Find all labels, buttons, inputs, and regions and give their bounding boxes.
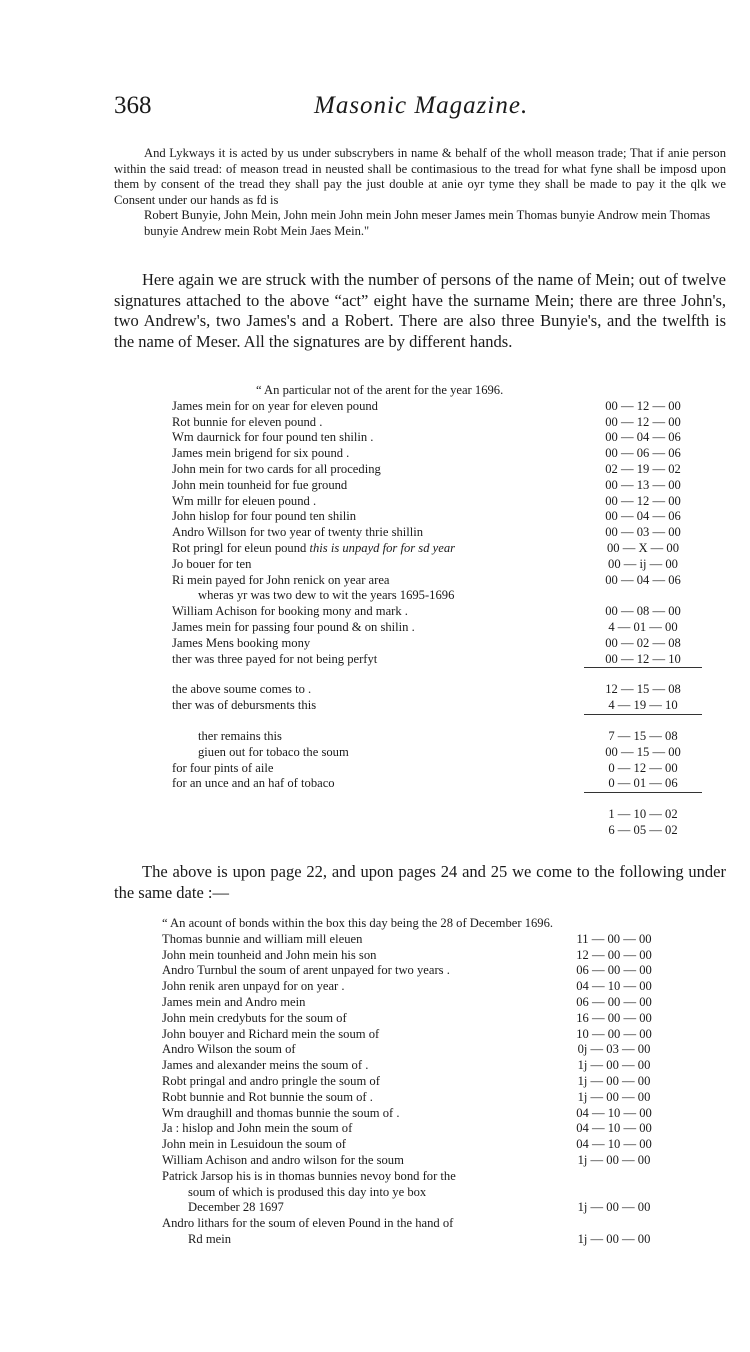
entry-description: Andro Wilson the soum of (162, 1042, 296, 1057)
entry-amount: 04 — 10 — 00 (576, 1121, 652, 1136)
running-title: Masonic Magazine. (314, 92, 529, 119)
entry-amount: 06 — 00 — 00 (576, 994, 652, 1009)
entry-amount: 04 — 10 — 00 (576, 1105, 652, 1120)
arent-summary-row (172, 682, 702, 698)
entry-description: Wm millr for eleuen pound . (172, 493, 317, 508)
arent-row (172, 509, 702, 525)
arent-row (172, 604, 702, 620)
entry-description: John bouyer and Richard mein the soum of (162, 1026, 380, 1041)
arent-row (172, 478, 702, 494)
entry-description: Thomas bunnie and william mill eleuen (162, 931, 363, 946)
entry-description: Wm daurnick for four pound ten shilin . (172, 430, 374, 445)
entry-description: Robt pringal and andro pringle the soum of (162, 1073, 380, 1088)
entry-amount: 00 — 12 — 10 (605, 651, 681, 666)
entry-amount: 00 — 12 — 00 (605, 414, 681, 429)
entry-amount: 1j — 00 — 00 (577, 1073, 651, 1088)
arent-row (172, 652, 702, 668)
entry-description: James Mens booking mony (172, 635, 311, 650)
entry-amount: 06 — 00 — 00 (576, 963, 652, 978)
entry-description: ther was of debursments this (172, 698, 317, 713)
bonds-row (162, 963, 672, 979)
entry-amount: 00 — 15 — 00 (605, 744, 681, 759)
entry-amount: 7 — 15 — 08 (608, 728, 678, 743)
arent-account-summary-1 (172, 682, 702, 714)
arent-row (172, 399, 702, 415)
arent-account-1696 (172, 383, 702, 839)
bonds-row (162, 1011, 672, 1027)
bonds-row (162, 1121, 672, 1137)
bonds-row (162, 1058, 672, 1074)
entry-description: John mein tounheid for fue ground (172, 477, 348, 492)
arent-summary-row (172, 729, 702, 745)
entry-description: Robt bunnie and Rot bunnie the soum of . (162, 1089, 373, 1104)
entry-description: ther remains this (198, 728, 282, 743)
bonds-account-rows (162, 932, 672, 1169)
bonds-account-patrick: Patrick Jarsop his is in thomas bunnies nevoy bond for the soum of which is prodused this day into ye box December 28 1697 (162, 1168, 456, 1215)
paragraph-signatures: Here again we are struck with the number of persons of the name of Mein; out of twelve signatures attached to the above “act” eight have the surname Mein; there are three John's, two Andrew's, two James's and a Robert. There are also three Bunyie's, and the twelfth is the name of Meser. All the signatures are by different hands. (114, 270, 726, 351)
entry-description: Andro Willson for two year of twenty thrie shillin (172, 525, 424, 540)
entry-amount: 00 — 03 — 00 (605, 525, 681, 540)
bonds-row (162, 1090, 672, 1106)
total-amount: 6 — 05 — 02 (608, 822, 678, 837)
arent-account-summary-2 (172, 729, 702, 792)
entry-description: John hislop for four pound ten shilin (172, 509, 356, 524)
bonds-account-andro-amount: 1j — 00 — 00 (577, 1231, 651, 1246)
entry-description: William Achison for booking mony and mark . (172, 604, 408, 619)
entry-description: Ri mein payed for John renick on year area (172, 572, 390, 587)
arent-row (172, 541, 702, 557)
bonds-row (162, 1106, 672, 1122)
entry-description: Wm draughill and thomas bunnie the soum of . (162, 1105, 400, 1120)
entry-amount: 10 — 00 — 00 (576, 1026, 652, 1041)
entry-amount: 1j — 00 — 00 (577, 1152, 651, 1167)
entry-description: John mein tounheid and John mein his son (162, 947, 377, 962)
total-amount: 1 — 10 — 02 (608, 807, 678, 822)
entry-description: John mein in Lesuidoun the soum of (162, 1137, 346, 1152)
entry-description: John mein credybuts for the soum of (162, 1010, 347, 1025)
arent-account-heading: “ An particular not of the arent for the year 1696. (256, 383, 504, 397)
arent-total-row (172, 807, 702, 823)
entry-amount: 16 — 00 — 00 (576, 1010, 652, 1025)
entry-description: James and alexander meins the soum of . (162, 1058, 369, 1073)
entry-amount: 1j — 00 — 00 (577, 1089, 651, 1104)
arent-account-totals (172, 807, 702, 839)
entry-description: the above soume comes to . (172, 682, 312, 697)
entry-description: Jo bouer for ten (172, 556, 252, 571)
entry-amount: 00 — ij — 00 (608, 556, 678, 571)
arent-row (172, 494, 702, 510)
entry-amount: 00 — 06 — 06 (605, 446, 681, 461)
arent-row (172, 636, 702, 652)
entry-amount: 00 — 12 — 00 (605, 493, 681, 508)
bonds-row (162, 979, 672, 995)
bonds-account-andro: Andro lithars for the soum of eleven Pound in the hand of Rd mein (162, 1216, 454, 1246)
arent-row (172, 573, 702, 589)
entry-amount: 00 — 04 — 06 (605, 572, 681, 587)
arent-row (172, 620, 702, 636)
arent-summary-row (172, 761, 702, 777)
page-header (114, 92, 726, 132)
arent-row (172, 557, 702, 573)
entry-amount: 12 — 15 — 08 (605, 682, 681, 697)
arent-summary-row (172, 776, 702, 792)
entry-description: John renik aren unpayd for on year . (162, 979, 345, 994)
arent-account-rows-2 (172, 604, 702, 667)
bonds-row (162, 995, 672, 1011)
entry-amount: 0 — 01 — 06 (608, 776, 678, 791)
entry-description: James mein and Andro mein (162, 994, 306, 1009)
bonds-row (162, 1042, 672, 1058)
entry-description: James mein brigend for six pound . (172, 446, 350, 461)
bonds-row (162, 1153, 672, 1169)
entry-description: Rot bunnie for eleven pound . (172, 414, 323, 429)
entry-amount: 00 — 12 — 00 (605, 398, 681, 413)
bonds-row (162, 948, 672, 964)
entry-amount: 04 — 10 — 00 (576, 979, 652, 994)
quoted-act-signatures: Robert Bunyie, John Mein, John mein John mein John meser James mein Thomas bunyie Androw mein Thomas bunyie Andrew mein Robt Mein Jaes Mein." (144, 208, 711, 238)
entry-amount: 11 — 00 — 00 (576, 931, 652, 946)
entry-description: James mein for passing four pound & on shilin . (172, 619, 415, 634)
bonds-row (162, 1027, 672, 1043)
entry-description: Ja : hislop and John mein the soum of (162, 1121, 353, 1136)
arent-summary-row (172, 745, 702, 761)
entry-amount: 04 — 10 — 00 (576, 1137, 652, 1152)
arent-account-whereas: wheras yr was two dew to wit the years 1695-1696 (198, 588, 455, 603)
entry-description: ther was three payed for not being perfyt (172, 651, 378, 666)
entry-amount: 12 — 00 — 00 (576, 947, 652, 962)
bonds-account-heading: “ An acount of bonds within the box this day being the 28 of December 1696. (162, 916, 554, 930)
arent-summary-row (172, 698, 702, 714)
arent-row (172, 446, 702, 462)
entry-description: Andro Turnbul the soum of arent unpayed for two years . (162, 963, 450, 978)
entry-note: this is unpayd for for sd year (309, 540, 456, 555)
entry-description: John mein for two cards for all proceding (172, 461, 381, 476)
entry-description: giuen out for tobaco the soum (198, 744, 349, 759)
entry-amount: 00 — 13 — 00 (605, 477, 681, 492)
entry-amount: 1j — 00 — 00 (577, 1058, 651, 1073)
bonds-account-1696 (162, 916, 672, 1248)
bonds-row (162, 1137, 672, 1153)
page-number: 368 (114, 92, 152, 119)
entry-amount: 4 — 01 — 00 (608, 619, 678, 634)
entry-amount: 02 — 19 — 02 (605, 461, 681, 476)
entry-amount: 00 — X — 00 (606, 540, 680, 555)
entry-description: Rot pringl for eleun pound (172, 540, 307, 555)
entry-description: for an unce and an haf of tobaco (172, 776, 335, 791)
arent-total-row (172, 823, 702, 839)
entry-description: for four pints of aile (172, 760, 274, 775)
entry-description: James mein for on year for eleven pound (172, 398, 378, 413)
arent-account-rows (172, 399, 702, 589)
quoted-act-text: And Lykways it is acted by us under subscrybers in name & behalf of the wholl meason trade; That if anie person within the said tread: of meason tread in neusted shall be contimasious to the tread for what fyne shall be imposd upon them by consent of the tread they shall pay the just double at anie oyr tyme they shall be made to pay it the qlk we Consent under our hands as fd is (114, 146, 726, 207)
entry-amount: 00 — 04 — 06 (605, 509, 681, 524)
entry-amount: 0 — 12 — 00 (608, 760, 678, 775)
arent-row (172, 462, 702, 478)
entry-amount: 00 — 02 — 08 (605, 635, 681, 650)
entry-amount: 4 — 19 — 10 (608, 698, 678, 713)
paragraph-pages: The above is upon page 22, and upon pages 24 and 25 we come to the following under the same date :— (114, 862, 726, 902)
bonds-account-patrick-amount: 1j — 00 — 00 (577, 1200, 651, 1215)
arent-row (172, 525, 702, 541)
bonds-row (162, 1074, 672, 1090)
bonds-row (162, 932, 672, 948)
entry-amount: 0j — 03 — 00 (577, 1042, 651, 1057)
quoted-act (114, 146, 726, 240)
entry-amount: 00 — 08 — 00 (605, 604, 681, 619)
entry-amount: 00 — 04 — 06 (605, 430, 681, 445)
arent-row (172, 430, 702, 446)
arent-row (172, 415, 702, 431)
entry-description: William Achison and andro wilson for the soum (162, 1152, 404, 1167)
